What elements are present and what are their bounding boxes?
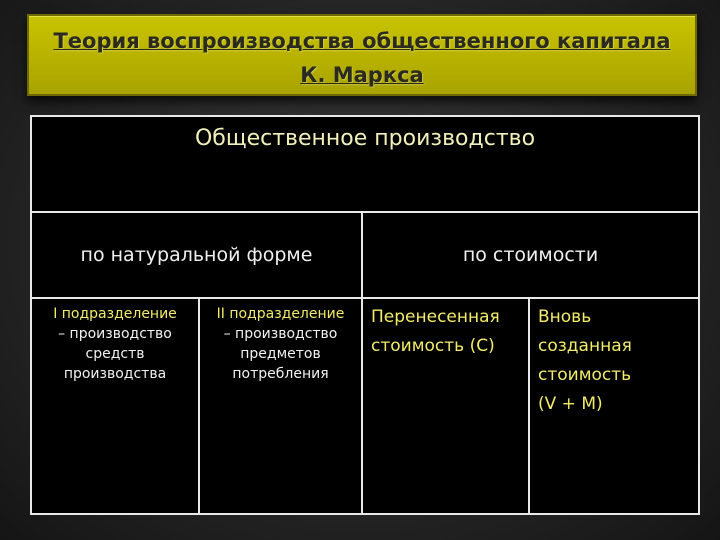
new-value-line: (V + M) (538, 394, 603, 414)
natural-form-header: по натуральной форме (31, 212, 362, 298)
transferred-value-cell (362, 298, 529, 514)
division-2-line: – производство (223, 326, 338, 342)
title-line-2: К. Маркса (300, 63, 424, 87)
transferred-value-line: Перенесенная (371, 307, 500, 327)
new-value-line: стоимость (538, 365, 632, 385)
new-value-cell (529, 298, 699, 514)
division-2-line: предметов (240, 346, 321, 362)
title-line-1: Теория воспроизводства общественного капитала (53, 29, 671, 53)
division-1-name: I подразделение (53, 306, 177, 322)
division-1-line: производства (63, 366, 167, 382)
by-value-header: по стоимости (362, 212, 699, 298)
new-value-line: Вновь (538, 307, 592, 327)
production-table (30, 115, 700, 515)
slide-title (27, 14, 697, 96)
division-1-cell (31, 298, 199, 514)
division-1-line: – производство (58, 326, 172, 342)
division-1-line: средств (85, 346, 145, 362)
division-2-line: потребления (232, 366, 329, 382)
division-2-cell (199, 298, 362, 514)
division-2-name: II подразделение (216, 306, 345, 322)
transferred-value-line: стоимость (С) (371, 336, 495, 356)
table-header: Общественное производство (31, 116, 699, 212)
new-value-line: созданная (538, 336, 632, 356)
